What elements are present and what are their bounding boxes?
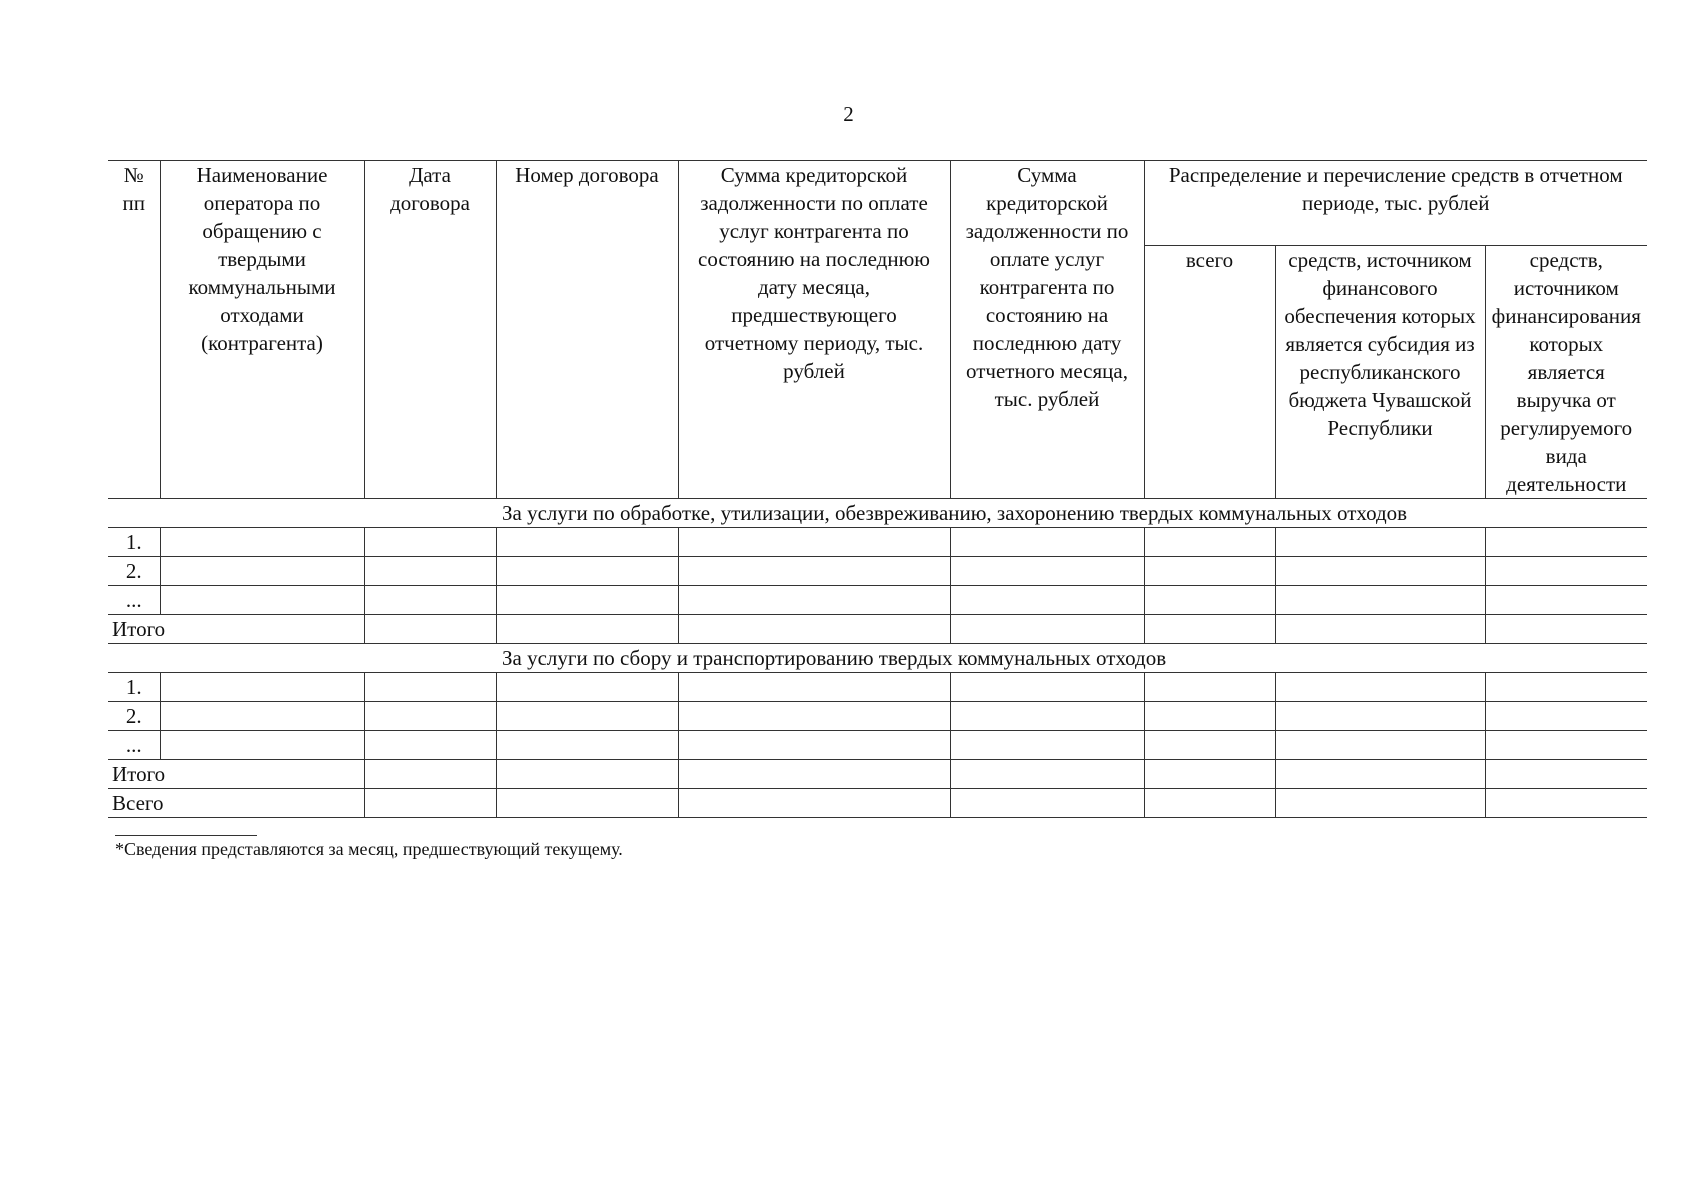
table-row	[108, 528, 1647, 557]
row-number: 2.	[108, 702, 160, 731]
header-revenue: средств, источником финансирования которых является выручка от регулируемого вида деятельности	[1485, 246, 1647, 499]
section-1-row	[108, 499, 1647, 528]
footnote: *Сведения представляются за месяц, предшествующий текущему.	[115, 839, 623, 859]
grand-total-row	[108, 789, 1647, 818]
table-row	[108, 702, 1647, 731]
table-row	[108, 673, 1647, 702]
total-label: Итого	[108, 615, 364, 644]
grand-total-label: Всего	[108, 789, 364, 818]
row-number: 1.	[108, 673, 160, 702]
table-row	[108, 731, 1647, 760]
row-number: ...	[108, 586, 160, 615]
header-debt-last: Сумма кредиторской задолженности по оплате услуг контрагента по состоянию на последнюю дату отчетного месяца, тыс. рублей	[950, 161, 1144, 499]
row-number: 2.	[108, 557, 160, 586]
header-debt-prev: Сумма кредиторской задолженности по оплате услуг контрагента по состоянию на последнюю дату месяца, предшествующего отчетному периоду, тыс. рублей	[678, 161, 950, 499]
section-2-row	[108, 644, 1647, 673]
total-label: Итого	[108, 760, 364, 789]
header-subsidy: средств, источником финансового обеспечения которых является субсидия из республиканского бюджета Чувашской Республики	[1275, 246, 1485, 499]
section-2-title: За услуги по сбору и транспортированию твердых коммунальных отходов	[496, 644, 1647, 673]
total-row	[108, 615, 1647, 644]
report-table	[108, 160, 1647, 818]
header-operator: Наименование оператора по обращению с твердыми коммунальными отходами (контрагента)	[160, 161, 364, 499]
section-1-title: За услуги по обработке, утилизации, обезвреживанию, захоронению твердых коммунальных отходов	[496, 499, 1647, 528]
header-contract-number: Номер договора	[496, 161, 678, 499]
header-contract-date: Дата договора	[364, 161, 496, 499]
header-total: всего	[1144, 246, 1275, 499]
page-number: 2	[843, 102, 854, 126]
row-number: 1.	[108, 528, 160, 557]
total-row	[108, 760, 1647, 789]
table-row	[108, 586, 1647, 615]
header-num: № пп	[108, 161, 160, 499]
header-distribution: Распределение и перечисление средств в отчетном периоде, тыс. рублей	[1144, 161, 1647, 246]
footnote-divider	[115, 835, 257, 836]
row-number: ...	[108, 731, 160, 760]
table-row	[108, 557, 1647, 586]
